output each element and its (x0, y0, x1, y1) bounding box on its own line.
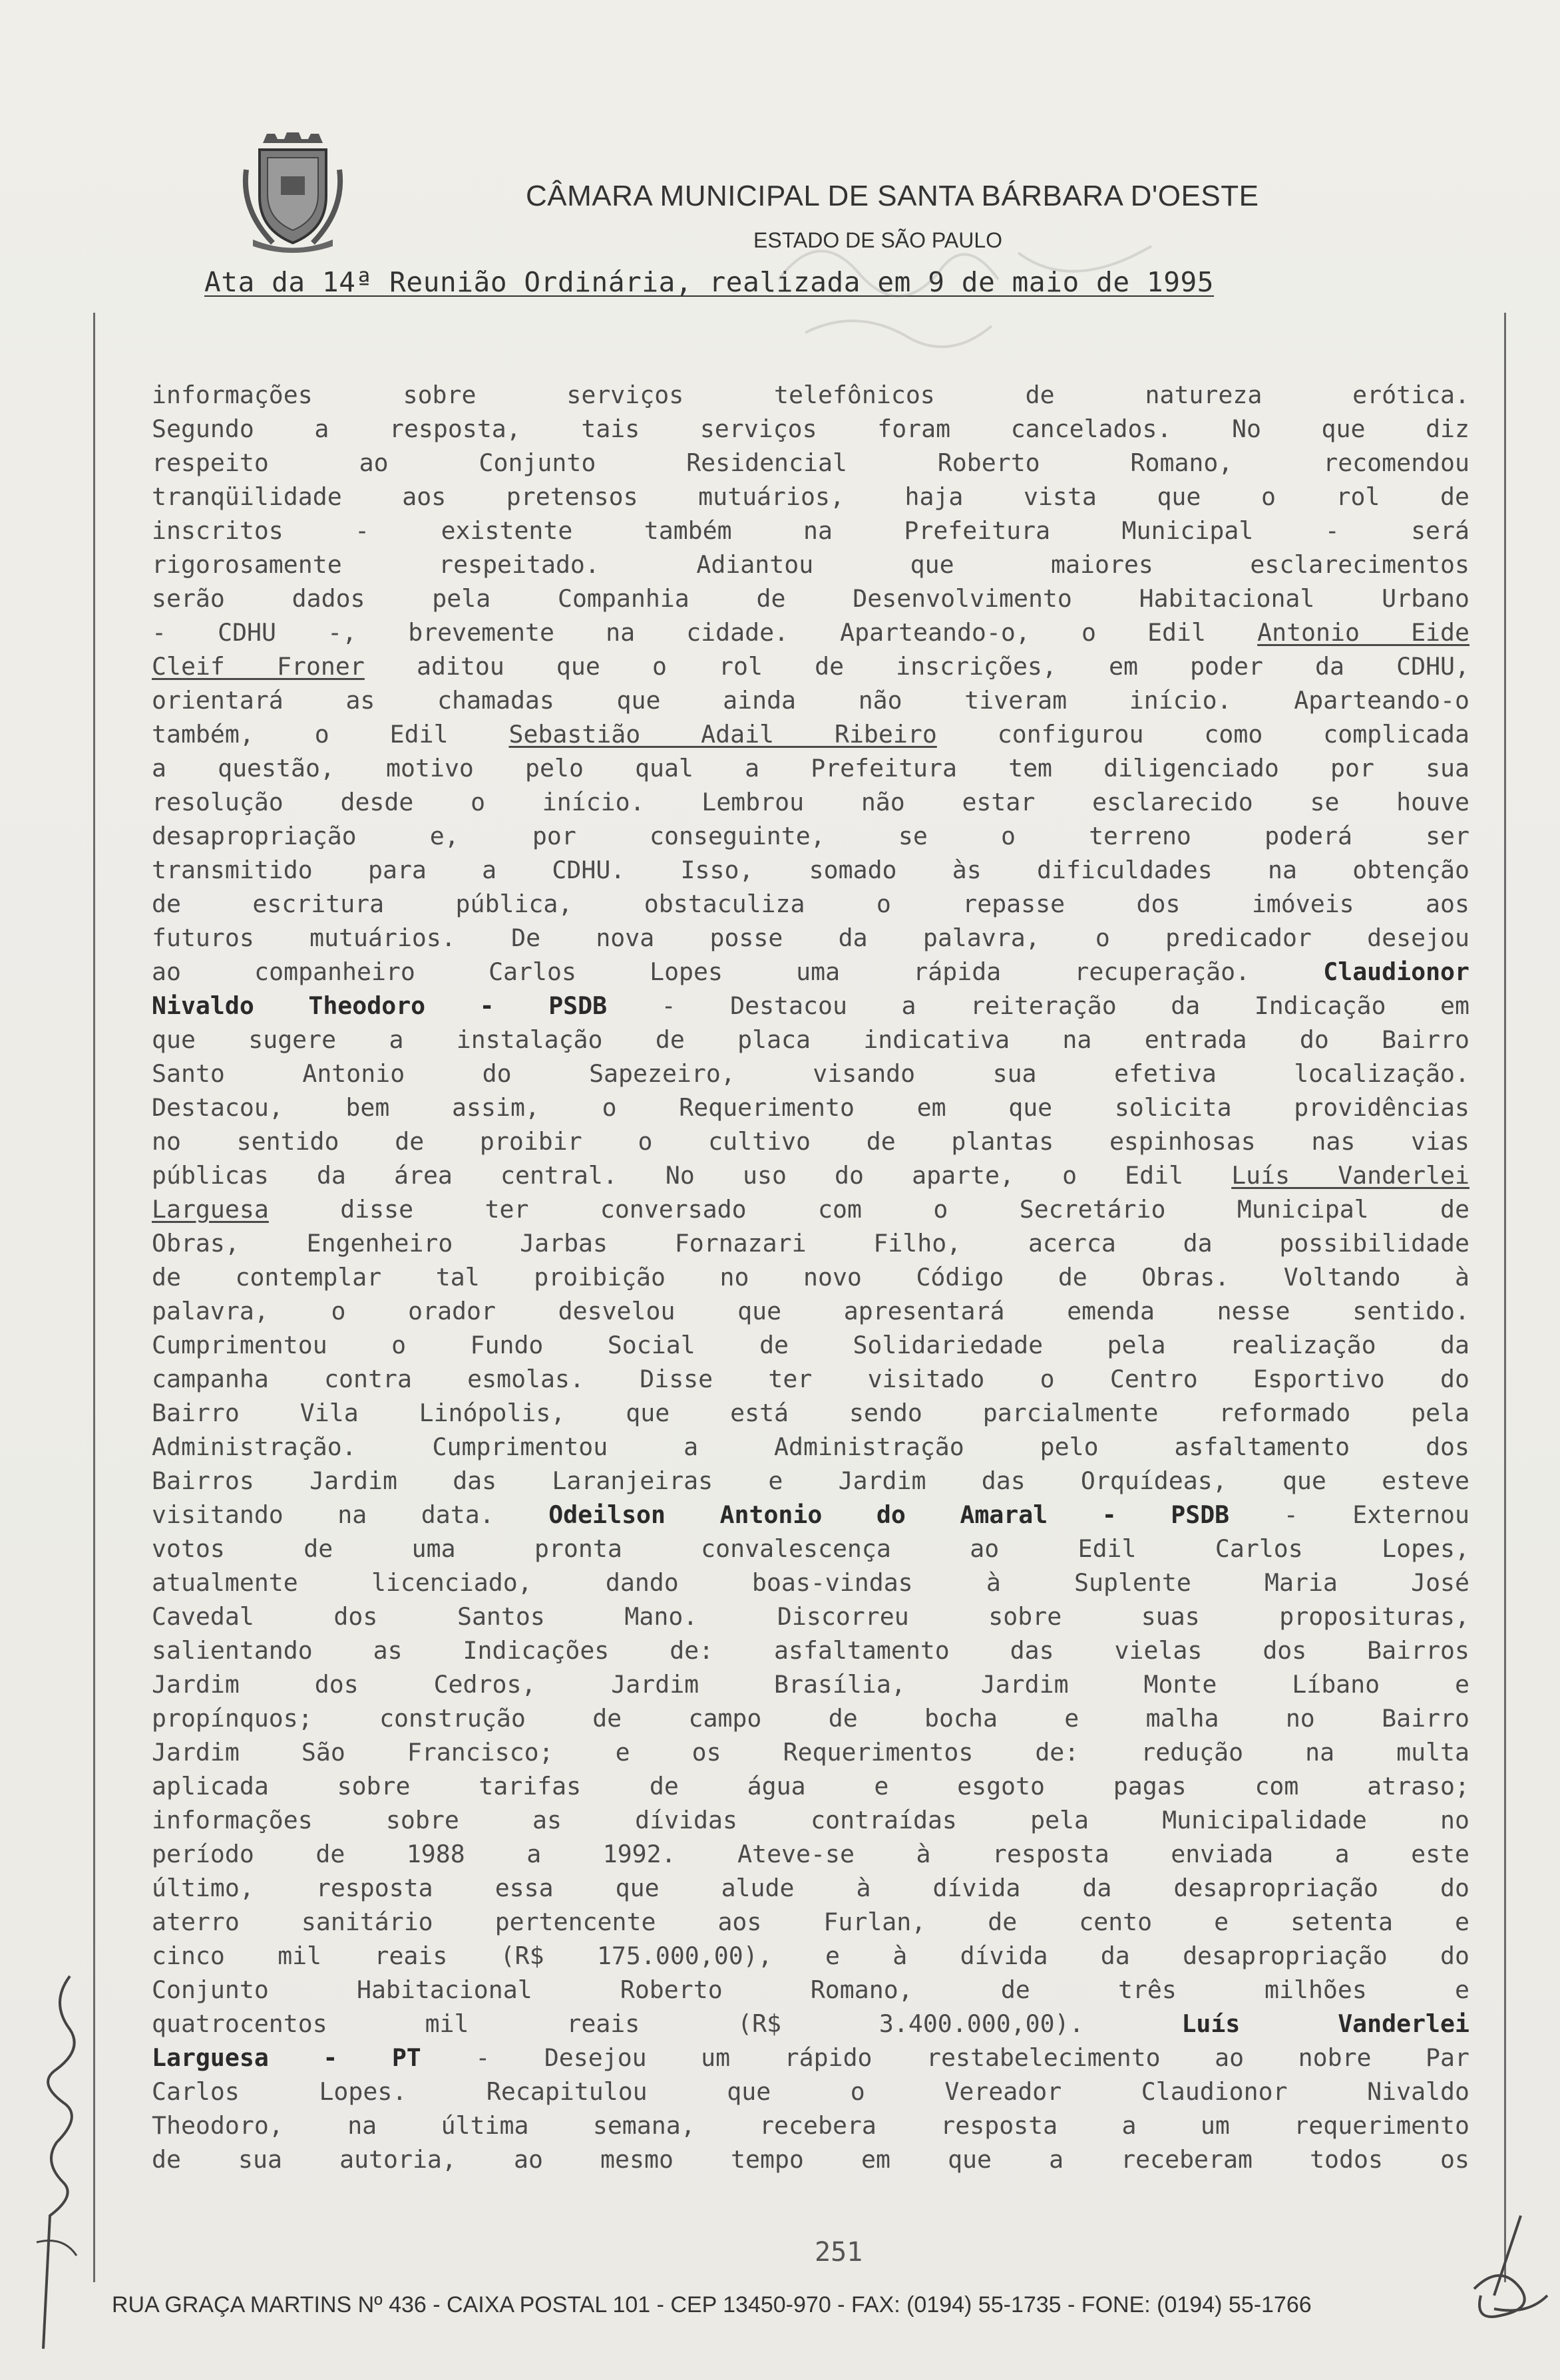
right-margin-line (1504, 313, 1506, 2282)
text-line: informações sobre serviços telefônicos de natureza erótica. (152, 381, 1469, 409)
faint-signature-icon (765, 200, 1231, 399)
text-line: Bairros Jardim das Laranjeiras e Jardim das Orquídeas, que esteve (152, 1466, 1469, 1495)
minutes-title: Ata da 14ª Reunião Ordinária, realizada em 9 de maio de 1995 (204, 266, 1215, 298)
text-line: Cumprimentou o Fundo Social de Solidariedade pela realização da (152, 1331, 1469, 1359)
text-line: de sua autoria, ao mesmo tempo em que a receberam todos os (152, 2145, 1469, 2174)
text-line: Destacou, bem assim, o Requerimento em que solicita providências (152, 1093, 1469, 1122)
text-line: no sentido de proibir o cultivo de plantas espinhosas nas vias (152, 1127, 1469, 1156)
speaker-name: Larguesa - PT (152, 2043, 421, 2072)
text-line: orientará as chamadas que ainda não tiveram início. Aparteando-o (152, 686, 1469, 715)
text-line: serão dados pela Companhia de Desenvolvimento Habitacional Urbano (152, 584, 1469, 613)
text-line: Obras, Engenheiro Jarbas Fornazari Filho, acerca da possibilidade (152, 1229, 1469, 1258)
text-line: Theodoro, na última semana, recebera resposta a um requerimento (152, 2111, 1469, 2140)
state-subtitle: ESTADO DE SÃO PAULO (753, 228, 1003, 252)
text-line (152, 649, 1469, 683)
text-line (152, 717, 1469, 751)
councilor-name: Luís Vanderlei (1231, 1161, 1469, 1190)
councilor-name: Sebastião Adail Ribeiro (508, 720, 937, 749)
text-segment: visitando na data. (152, 1500, 494, 1529)
text-line: campanha contra esmolas. Disse ter visitado o Centro Esportivo do (152, 1365, 1469, 1393)
minutes-body (152, 378, 1469, 2176)
page-number: 251 (815, 2237, 863, 2268)
text-line: Segundo a resposta, tais serviços foram cancelados. No que diz (152, 415, 1469, 443)
text-segment: ao companheiro Carlos Lopes uma rápida recuperação. (152, 957, 1251, 986)
text-line: Jardim dos Cedros, Jardim Brasília, Jardim Monte Líbano e (152, 1670, 1469, 1699)
text-line: salientando as Indicações de: asfaltamento das vielas dos Bairros (152, 1636, 1469, 1665)
text-line (152, 989, 1469, 1023)
councilor-name: Antonio Eide (1257, 618, 1469, 647)
text-segment: aditou que o rol de inscrições, em poder da CDHU, (416, 652, 1469, 681)
text-line: a questão, motivo pelo qual a Prefeitura tem diligenciado por sua (152, 754, 1469, 782)
text-segment: - CDHU -, brevemente na cidade. Aparteando-o, o Edil (152, 618, 1206, 647)
text-line: atualmente licenciado, dando boas-vindas à Suplente Maria José (152, 1568, 1469, 1597)
institution-title: CÂMARA MUNICIPAL DE SANTA BÁRBARA D'OESTE (526, 180, 1259, 212)
text-line: Carlos Lopes. Recapitulou que o Vereador Claudionor Nivaldo (152, 2077, 1469, 2106)
text-line: Conjunto Habitacional Roberto Romano, de três milhões e (152, 1975, 1469, 2004)
text-line (152, 1498, 1469, 1532)
text-line: propínquos; construção de campo de bocha e malha no Bairro (152, 1704, 1469, 1733)
councilor-name: Cleif Froner (152, 652, 365, 681)
text-line: desapropriação e, por conseguinte, se o terreno poderá ser (152, 822, 1469, 850)
text-line: período de 1988 a 1992. Ateve-se à resposta enviada a este (152, 1840, 1469, 1868)
text-line: rigorosamente respeitado. Adiantou que maiores esclarecimentos (152, 550, 1469, 579)
speaker-name: Claudionor (1323, 957, 1469, 986)
text-segment: também, o Edil (152, 720, 449, 749)
speaker-name: Odeilson Antonio do Amaral - PSDB (548, 1500, 1230, 1529)
text-line: cinco mil reais (R$ 175.000,00), e à dívida da desapropriação do (152, 1942, 1469, 1970)
text-line: último, resposta essa que alude à dívida da desapropriação do (152, 1874, 1469, 1902)
text-line (152, 955, 1469, 989)
text-segment: configurou como complicada (997, 720, 1469, 749)
text-line (152, 2007, 1469, 2041)
text-line: resolução desde o início. Lembrou não estar esclarecido se houve (152, 788, 1469, 816)
text-line: que sugere a instalação de placa indicativa na entrada do Bairro (152, 1025, 1469, 1054)
text-line: palavra, o orador desvelou que apresentará emenda nesse sentido. (152, 1297, 1469, 1325)
corner-signature-icon (1454, 2209, 1554, 2329)
text-line: aplicada sobre tarifas de água e esgoto pagas com atraso; (152, 1772, 1469, 1800)
text-line: Santo Antonio do Sapezeiro, visando sua efetiva localização. (152, 1059, 1469, 1088)
text-segment: públicas da área central. No uso do aparte, o Edil (152, 1161, 1184, 1190)
speaker-name: Nivaldo Theodoro - PSDB (152, 991, 608, 1020)
speaker-name: Luís Vanderlei (1181, 2009, 1469, 2038)
text-segment: - Destacou a reiteração da Indicação em (661, 991, 1469, 1020)
text-line: Cavedal dos Santos Mano. Discorreu sobre suas proposituras, (152, 1602, 1469, 1631)
text-segment: disse ter conversado com o Secretário Municipal de (340, 1195, 1469, 1224)
text-line: tranqüilidade aos pretensos mutuários, haja vista que o rol de (152, 482, 1469, 511)
text-line (152, 615, 1469, 649)
text-line: transmitido para a CDHU. Isso, somado às dificuldades na obtenção (152, 856, 1469, 884)
text-line (152, 2041, 1469, 2075)
text-segment: - Desejou um rápido restabelecimento ao nobre Par (475, 2043, 1469, 2072)
text-line: futuros mutuários. De nova posse da palavra, o predicador desejou (152, 924, 1469, 952)
councilor-name: Larguesa (152, 1195, 269, 1224)
text-line: votos de uma pronta convalescença ao Edil Carlos Lopes, (152, 1534, 1469, 1563)
text-segment: quatrocentos mil reais (R$ 3.400.000,00). (152, 2009, 1084, 2038)
text-segment: - Externou (1283, 1500, 1469, 1529)
text-line: de escritura pública, obstaculiza o repasse dos imóveis aos (152, 890, 1469, 918)
text-line: respeito ao Conjunto Residencial Roberto Romano, recomendou (152, 448, 1469, 477)
municipal-crest-icon (240, 130, 346, 256)
text-line (152, 1192, 1469, 1226)
text-line (152, 1158, 1469, 1192)
text-line: de contemplar tal proibição no novo Código de Obras. Voltando à (152, 1263, 1469, 1291)
text-line: Administração. Cumprimentou a Administração pelo asfaltamento dos (152, 1433, 1469, 1461)
text-line: inscritos - existente também na Prefeitura Municipal - será (152, 516, 1469, 545)
text-line: Jardim São Francisco; e os Requerimentos de: redução na multa (152, 1738, 1469, 1767)
margin-signature-icon (23, 1963, 97, 2362)
text-line: aterro sanitário pertencente aos Furlan, de cento e setenta e (152, 1908, 1469, 1936)
footer-address: RUA GRAÇA MARTINS Nº 436 - CAIXA POSTAL 101 - CEP 13450-970 - FAX: (0194) 55-1735 - FONE: (0194) 55-1766 (112, 2292, 1312, 2317)
text-line: Bairro Vila Linópolis, que está sendo parcialmente reformado pela (152, 1399, 1469, 1427)
text-line: informações sobre as dívidas contraídas pela Municipalidade no (152, 1806, 1469, 1834)
